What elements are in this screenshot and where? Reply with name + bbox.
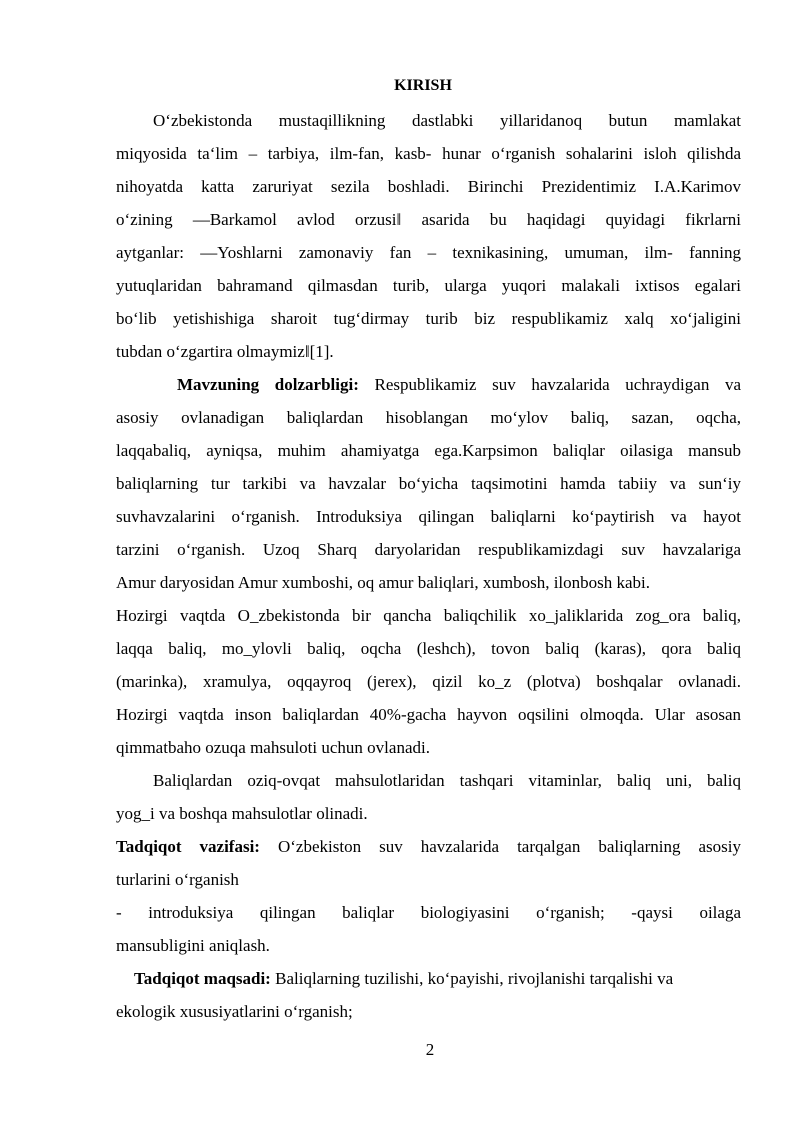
maqsad-first-line-text: Baliqlarning tuzilishi, ko‘payishi, rivojlanishi tarqalishi va: [270, 969, 674, 988]
vazifa-label: Tadqiqot vazifasi:: [116, 837, 260, 856]
hozirgi-line-5: qimmatbaho ozuqa mahsuloti uchun ovlanadi.: [116, 738, 430, 757]
intro-line-1: O‘zbekistonda mustaqillikning dastlabki yillaridanoq butun mamlakat: [153, 111, 741, 130]
dolzarblik-label: Mavzuning dolzarbligi:: [177, 375, 359, 394]
vazifa-line-2: turlarini o‘rganish: [116, 870, 239, 889]
dolzarblik-line-7: Amur daryosidan Amur xumboshi, oq amur baliqlari, xumbosh, ilonbosh kabi.: [116, 573, 651, 592]
hozirgi-line-2: laqqa baliq, mo_ylovli baliq, oqcha (leshch), tovon baliq (karas), qora baliq: [116, 639, 741, 658]
vazifa-line-3: - introduksiya qilingan baliqlar biologiyasini o‘rganish; -qaysi oilaga: [116, 903, 741, 922]
dolzarblik-first-line-text: Respublikamiz suv havzalarida uchraydigan va: [358, 375, 741, 394]
intro-line-7: bo‘lib yetishishiga sharoit tug‘dirmay turib biz respublikamiz xalq xo‘jaligini: [116, 309, 741, 328]
mahsulot-line-1: Baliqlardan oziq-ovqat mahsulotlaridan tashqari vitaminlar, baliq uni, baliq: [153, 771, 741, 790]
dolzarblik-line-6: tarzini o‘rganish. Uzoq Sharq daryolaridan respublikamizdagi suv havzalariga: [116, 540, 741, 559]
maqsad-line-1: [134, 968, 673, 990]
intro-line-4: o‘zining ―Barkamol avlod orzusi‖ asarida bu haqidagi quyidagi fikrlarni: [116, 210, 741, 229]
dolzarblik-line-2: asosiy ovlanadigan baliqlardan hisoblangan mo‘ylov baliq, sazan, oqcha,: [116, 408, 741, 427]
intro-line-3: nihoyatda katta zaruriyat sezila boshladi. Birinchi Prezidentimiz I.A.Karimov: [116, 177, 741, 196]
section-heading: KIRISH: [394, 77, 452, 94]
intro-line-5: aytganlar: ―Yoshlarni zamonaviy fan – texnikasining, umuman, ilm- fanning: [116, 243, 741, 262]
intro-line-8: tubdan o‘zgartira olmaymiz‖[1].: [116, 342, 334, 361]
dolzarblik-line-5: suvhavzalarini o‘rganish. Introduksiya qilingan baliqlarni ko‘paytirish va hayot: [116, 507, 741, 526]
dolzarblik-line-4: baliqlarning tur tarkibi va havzalar bo‘yicha taqsimotini hamda tabiiy va sun‘iy: [116, 474, 741, 493]
vazifa-line-1: [116, 836, 741, 858]
vazifa-first-line-text: O‘zbekiston suv havzalarida tarqalgan baliqlarning asosiy: [259, 837, 741, 856]
hozirgi-line-3: (marinka), xramulya, oqqayroq (jerex), qizil ko_z (plotva) boshqalar ovlanadi.: [116, 672, 741, 691]
vazifa-line-4: mansubligini aniqlash.: [116, 936, 270, 955]
intro-line-2: miqyosida ta‘lim – tarbiya, ilm-fan, kasb- hunar o‘rganish sohalarini isloh qilishda: [116, 144, 741, 163]
mahsulot-line-2: yog_i va boshqa mahsulotlar olinadi.: [116, 804, 368, 823]
dolzarblik-line-1: [177, 374, 741, 396]
maqsad-label: Tadqiqot maqsadi:: [134, 969, 271, 988]
page-number: 2: [425, 1040, 435, 1059]
dolzarblik-line-3: laqqabaliq, ayniqsa, muhim ahamiyatga ega.Karpsimon baliqlar oilasiga mansub: [116, 441, 741, 460]
intro-line-6: yutuqlaridan bahramand qilmasdan turib, ularga yuqori malakali ixtisos egalari: [116, 276, 741, 295]
maqsad-line-2: ekologik xususiyatlarini o‘rganish;: [116, 1002, 353, 1021]
hozirgi-line-1: Hozirgi vaqtda O_zbekistonda bir qancha baliqchilik xo_jaliklarida zog_ora baliq,: [116, 606, 741, 625]
hozirgi-line-4: Hozirgi vaqtda inson baliqlardan 40%-gacha hayvon oqsilini olmoqda. Ular asosan: [116, 705, 741, 724]
